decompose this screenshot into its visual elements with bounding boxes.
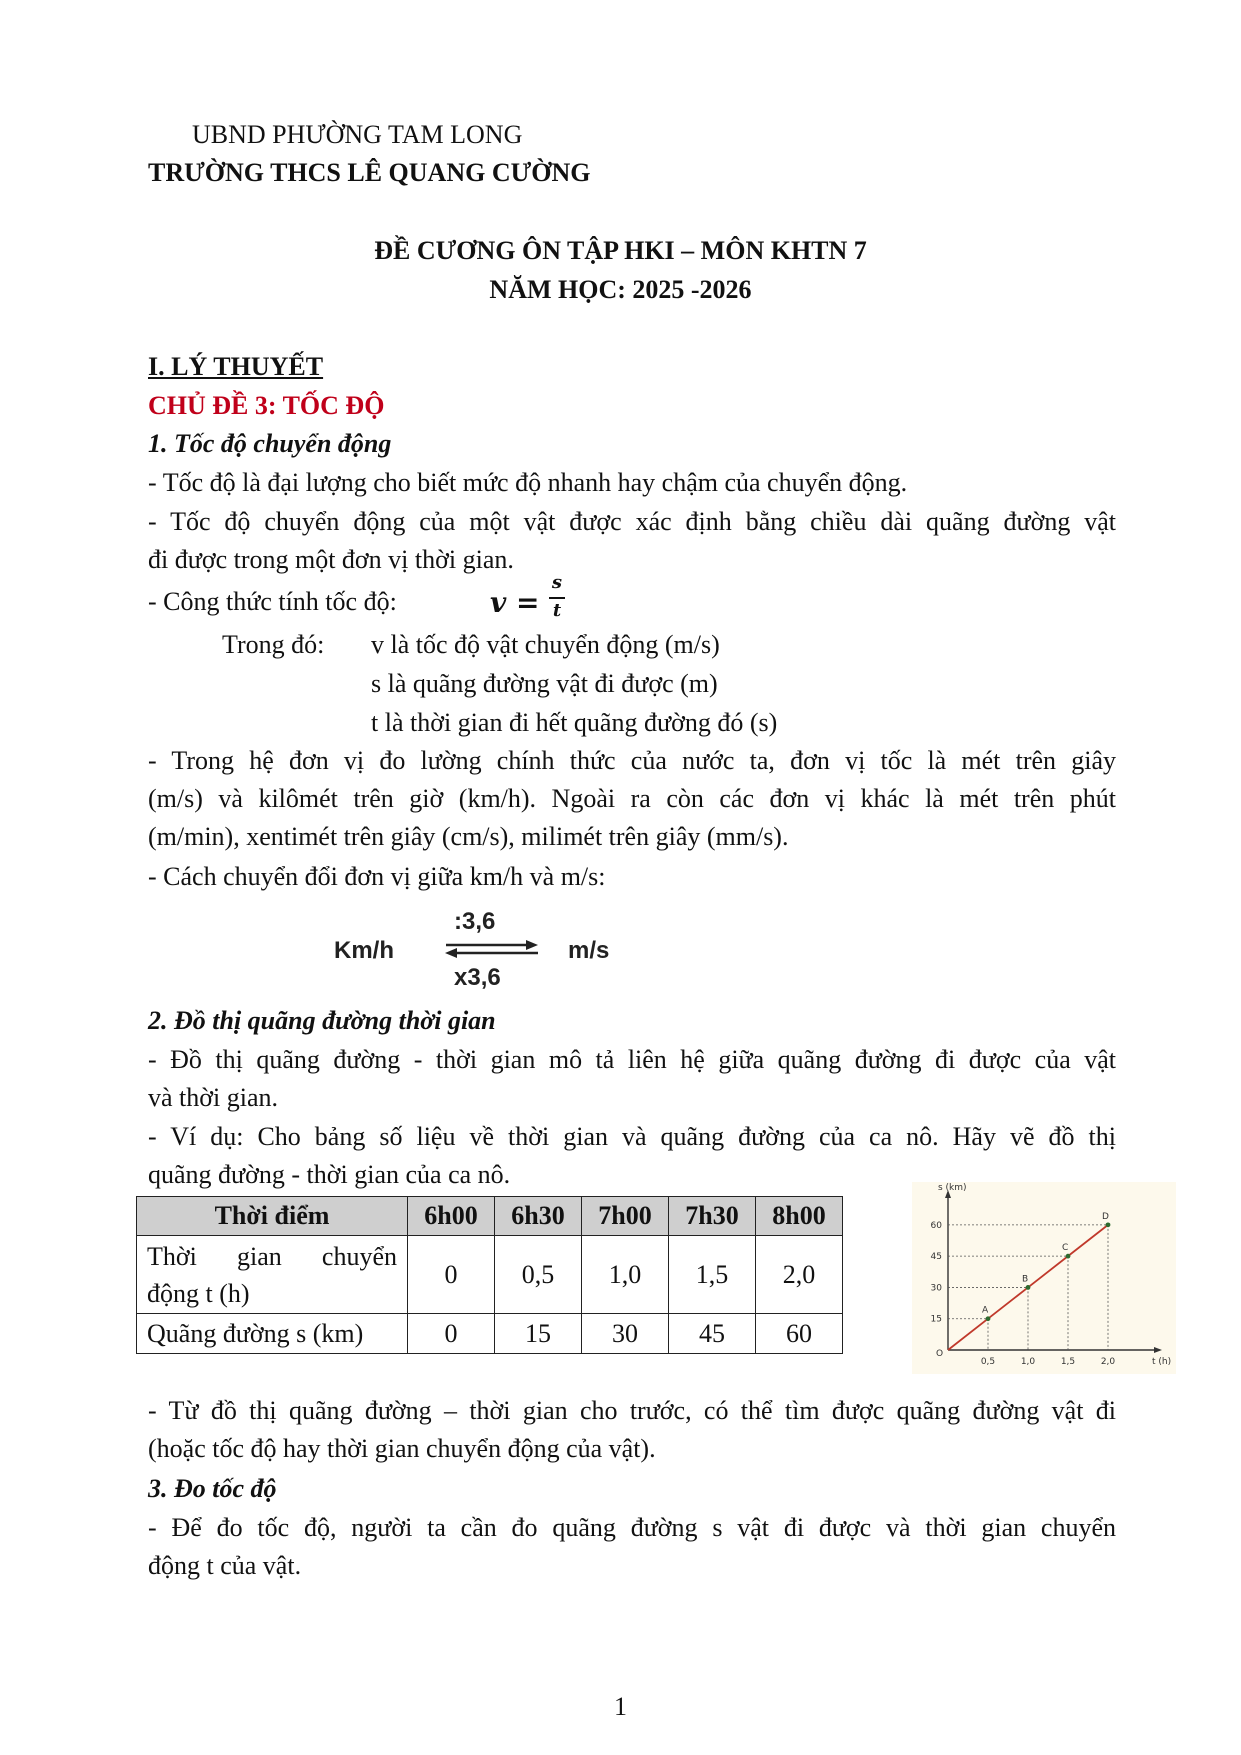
- unit-conversion-diagram: [330, 908, 650, 998]
- data-point: [986, 1316, 991, 1321]
- text-line: (hoặc tốc độ hay thời gian chuyển động của vật).: [148, 1434, 656, 1463]
- definition-s: s là quãng đường vật đi được (m): [371, 669, 718, 698]
- text-line: và thời gian.: [148, 1083, 278, 1112]
- authority-name: UBND PHƯỜNG TAM LONG: [192, 120, 523, 149]
- page-number: 1: [614, 1692, 627, 1721]
- subsection-heading-1: 1. Tốc độ chuyển động: [148, 429, 392, 458]
- data-point: [1106, 1222, 1111, 1227]
- table-header-cell: 6h30: [495, 1197, 582, 1236]
- unit-ms: m/s: [568, 937, 610, 964]
- chart-background: [912, 1182, 1176, 1374]
- y-tick-label: 60: [930, 1220, 942, 1231]
- formula-lhs: 𝒗 =: [490, 586, 540, 619]
- definition-v: v là tốc độ vật chuyển động (m/s): [371, 630, 720, 659]
- point-label: A: [982, 1305, 989, 1316]
- text-line: - Tốc độ chuyển động của một vật được xác định bằng chiều dài quãng đường vật: [148, 507, 1116, 536]
- text-line: (m/s) và kilômét trên giờ (km/h). Ngoài ra còn các đơn vị khác là mét trên phút: [148, 784, 1116, 813]
- point-label: O: [936, 1349, 944, 1359]
- text-line: - Từ đồ thị quãng đường – thời gian cho trước, có thể tìm được quãng đường vật đi: [148, 1396, 1116, 1425]
- double-arrow-icon: [442, 938, 542, 960]
- text-line: động t của vật.: [148, 1551, 302, 1580]
- x-tick-label: 2,0: [1100, 1357, 1116, 1367]
- point-label: B: [1022, 1274, 1029, 1285]
- x-tick-label: 1,5: [1060, 1357, 1076, 1367]
- table-cell: 45: [669, 1314, 756, 1354]
- text-line: (m/min), xentimét trên giây (cm/s), milimét trên giây (mm/s).: [148, 822, 789, 851]
- table-cell: 30: [582, 1314, 669, 1354]
- y-tick-label: 30: [930, 1283, 942, 1294]
- text-line: đi được trong một đơn vị thời gian.: [148, 545, 514, 574]
- table-cell: 60: [756, 1314, 843, 1354]
- formula-numerator: s: [551, 572, 563, 593]
- where-label: Trong đó:: [222, 630, 325, 659]
- subsection-heading-3: 3. Đo tốc độ: [148, 1474, 277, 1503]
- paragraph: [148, 503, 1116, 579]
- table-cell: 1,0: [582, 1236, 669, 1314]
- paragraph: [148, 1392, 1116, 1468]
- y-tick-label: 45: [930, 1252, 942, 1263]
- subsection-heading-2: 2. Đồ thị quãng đường thời gian: [148, 1006, 496, 1035]
- school-name: TRƯỜNG THCS LÊ QUANG CƯỜNG: [148, 158, 591, 187]
- table-cell: 0: [408, 1314, 495, 1354]
- row-label: [137, 1236, 408, 1314]
- row-label: Quãng đường s (km): [137, 1314, 408, 1354]
- section-heading: I. LÝ THUYẾT: [148, 352, 324, 381]
- y-tick-label: 15: [930, 1314, 942, 1325]
- table-header-cell: 7h00: [582, 1197, 669, 1236]
- table-cell: 15: [495, 1314, 582, 1354]
- table-header-row: [137, 1197, 843, 1236]
- table-header-cell: 7h30: [669, 1197, 756, 1236]
- table-cell: 1,5: [669, 1236, 756, 1314]
- conversion-multiply-label: x3,6: [454, 964, 501, 991]
- formula-denominator: t: [552, 600, 562, 621]
- paragraph: - Cách chuyển đổi đơn vị giữa km/h và m/s:: [148, 862, 606, 891]
- text-line: - Trong hệ đơn vị đo lường chính thức của nước ta, đơn vị tốc là mét trên giây: [148, 746, 1116, 775]
- text-line: - Đồ thị quãng đường - thời gian mô tả liên hệ giữa quãng đường đi được của vật: [148, 1045, 1116, 1074]
- table-cell: 0: [408, 1236, 495, 1314]
- definition-t: t là thời gian đi hết quãng đường đó (s): [371, 708, 778, 737]
- distance-time-chart: [912, 1182, 1176, 1374]
- document-title: ĐỀ CƯƠNG ÔN TẬP HKI – MÔN KHTN 7: [374, 236, 867, 265]
- paragraph: [148, 1041, 1116, 1117]
- paragraph: [148, 742, 1116, 856]
- x-tick-label: 0,5: [980, 1357, 996, 1367]
- conversion-divide-label: :3,6: [454, 908, 496, 935]
- formula-label: - Công thức tính tốc độ:: [148, 587, 397, 616]
- text-line: - Ví dụ: Cho bảng số liệu về thời gian và quãng đường của ca nô. Hãy vẽ đồ thị: [148, 1122, 1116, 1151]
- table-header-cell: 6h00: [408, 1197, 495, 1236]
- x-axis-label: t (h): [1152, 1357, 1172, 1367]
- table-cell: 0,5: [495, 1236, 582, 1314]
- table-header-cell: Thời điểm: [137, 1197, 408, 1236]
- text-line: - Để đo tốc độ, người ta cần đo quãng đường s vật đi được và thời gian chuyển: [148, 1513, 1116, 1542]
- point-label: C: [1062, 1243, 1069, 1254]
- table-row: [137, 1314, 843, 1354]
- x-tick-label: 1,0: [1020, 1357, 1036, 1367]
- text-line: Thời gian chuyển: [147, 1241, 397, 1271]
- topic-heading: CHỦ ĐỀ 3: TỐC ĐỘ: [148, 391, 385, 420]
- school-year: NĂM HỌC: 2025 -2026: [489, 275, 752, 304]
- paragraph: [148, 1509, 1116, 1585]
- table-cell: 2,0: [756, 1236, 843, 1314]
- row-label-line: [147, 1238, 397, 1275]
- data-point: [1026, 1285, 1031, 1290]
- text-line: quãng đường - thời gian của ca nô.: [148, 1160, 511, 1189]
- paragraph: - Tốc độ là đại lượng cho biết mức độ nhanh hay chậm của chuyển động.: [148, 468, 908, 497]
- table-header-cell: 8h00: [756, 1197, 843, 1236]
- fraction-bar: [549, 597, 565, 599]
- unit-kmh: Km/h: [334, 937, 394, 964]
- data-point: [1066, 1254, 1071, 1259]
- data-table: [136, 1196, 843, 1354]
- text-line: động t (h): [147, 1278, 250, 1308]
- table-row: [137, 1236, 843, 1314]
- y-axis-label: s (km): [938, 1183, 967, 1193]
- point-label: D: [1102, 1211, 1109, 1222]
